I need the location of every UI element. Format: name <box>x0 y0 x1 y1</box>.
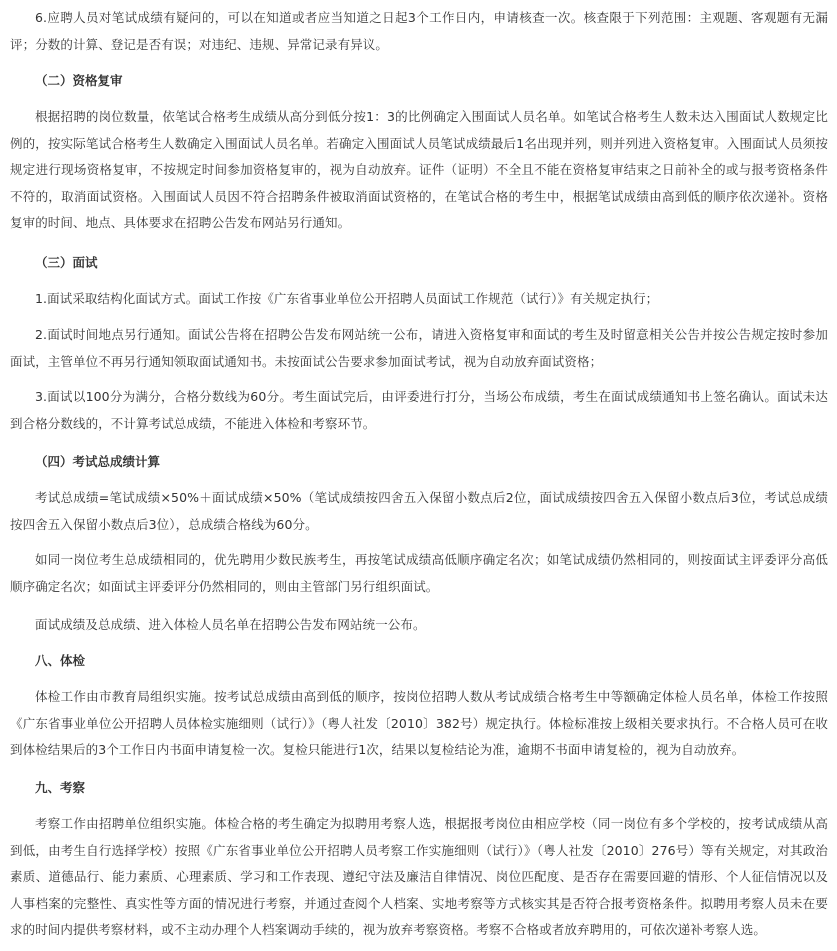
paragraph-qualification-review: 根据招聘的岗位数量，依笔试合格考生成绩从高分到低分按1：3的比例确定入围面试人员名单。如笔试合格考生人数未达入围面试人数规定比例的，按实际笔试合格考生人数确定入围面试人员名单。若确定入围面试人员笔试成绩最后1名出现并列，则并列进入资格复审。入围面试人员须按规定进行现场资格复审，不按规定时间参加资格复审的，视为自动放弃。证件（证明）不全且不能在资格复审结束之日前补全的或与报考资格条件不符的，取消面试资格。入围面试人员因不符合招聘条件被取消面试资格的，在笔试合格的考生中，根据笔试成绩由高到低的顺序依次递补。资格复审的时间、地点、具体要求在招聘公告发布网站另行通知。 <box>10 109 828 231</box>
paragraph-interview-method: 1.面试采取结构化面试方式。面试工作按《广东省事业单位公开招聘人员面试工作规范（试行）》有关规定执行； <box>35 291 659 306</box>
paragraph-inspection: 考察工作由招聘单位组织实施。体检合格的考生确定为拟聘用考察人选，根据报考岗位由相应学校（同一岗位有多个学校的，按考试成绩从高到低，由考生自行选择学校）按照《广东省事业单位公开招聘人员考察工作实施细则（试行）》（粤人社发〔2010〕276号）等有关规定，对其政治素质、道德品行、能力素质、心理素质、学习和工作表现、遵纪守法及廉洁自律情况、岗位匹配度、是否存在需要回避的情形、个人征信情况以及人事档案的完整性、真实性等方面的情况进行考察，并通过查阅个人档案、实地考察等方式核实其是否符合报考资格条件。拟聘用考察人员未在要求的时间内提供考察材料，或不主动办理个人档案调动手续的，视为放弃考察资格。考察不合格或者放弃聘用的，可依次递补考察人选。 <box>10 816 828 938</box>
section-heading-interview: （三）面试 <box>35 255 98 270</box>
paragraph-interview-score: 3.面试以100分为满分，合格分数线为60分。考生面试完后，由评委进行打分，当场公布成绩，考生在面试成绩通知书上签名确认。面试未达到合格分数线的，不计算考试总成绩，不能进入体检和考察环节。 <box>10 389 828 431</box>
paragraph-results-publication: 面试成绩及总成绩、进入体检人员名单在招聘公告发布网站统一公布。 <box>35 617 426 632</box>
paragraph-medical-exam: 体检工作由市教育局组织实施。按考试总成绩由高到低的顺序，按岗位招聘人数从考试成绩合格考生中等额确定体检人员名单，体检工作按照《广东省事业单位公开招聘人员体检实施细则（试行）》（粤人社发〔2010〕382号）规定执行。体检标准按上级相关要求执行。不合格人员可在收到体检结果后的3个工作日内书面申请复检一次。复检只能进行1次，结果以复检结论为准，逾期不书面申请复检的，视为自动放弃。 <box>10 689 828 758</box>
section-heading-inspection: 九、考察 <box>35 780 86 795</box>
paragraph-tie-breaking: 如同一岗位考生总成绩相同的，优先聘用少数民族考生，再按笔试成绩高低顺序确定名次；如笔试成绩仍然相同的，则按面试主评委评分高低顺序确定名次；如面试主评委评分仍然相同的，则由主管部门另行组织面试。 <box>10 552 828 594</box>
section-heading-qualification-review: （二）资格复审 <box>35 73 123 88</box>
paragraph-score-review: 6.应聘人员对笔试成绩有疑问的，可以在知道或者应当知道之日起3个工作日内，申请核查一次。核查限于下列范围：主观题、客观题有无漏评；分数的计算、登记是否有误；对违纪、违规、异常记录有异议。 <box>10 10 828 52</box>
paragraph-interview-notice: 2.面试时间地点另行通知。面试公告将在招聘公告发布网站统一公布，请进入资格复审和面试的考生及时留意相关公告并按公告规定按时参加面试，主管单位不再另行通知领取面试通知书。未按面试公告要求参加面试考试，视为自动放弃面试资格； <box>10 327 828 369</box>
section-heading-medical-exam: 八、体检 <box>35 653 86 668</box>
section-heading-total-score: （四）考试总成绩计算 <box>35 454 161 469</box>
paragraph-total-score-formula: 考试总成绩=笔试成绩×50%＋面试成绩×50%（笔试成绩按四舍五入保留小数点后2位，面试成绩按四舍五入保留小数点后3位，考试总成绩按四舍五入保留小数点后3位），总成绩合格线为60分。 <box>10 490 828 532</box>
